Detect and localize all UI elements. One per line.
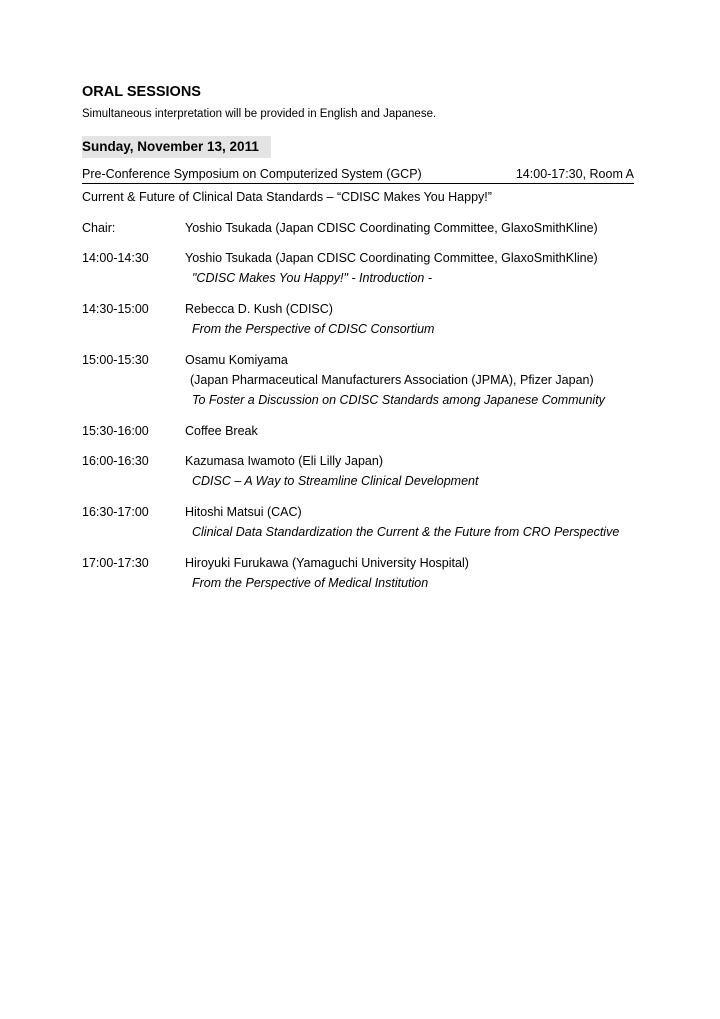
talk-title: To Foster a Discussion on CDISC Standards among Japanese Community xyxy=(192,393,605,407)
talk-time: 15:30-16:00 xyxy=(82,424,149,438)
symposium-subtitle: Current & Future of Clinical Data Standards – “CDISC Makes You Happy!” xyxy=(82,190,492,204)
symposium-header xyxy=(82,167,634,184)
section-title: ORAL SESSIONS xyxy=(82,84,201,100)
symposium-title: Pre-Conference Symposium on Computerized System (GCP) xyxy=(82,167,422,181)
talk-time: 14:30-15:00 xyxy=(82,302,149,316)
talk-time: 17:00-17:30 xyxy=(82,556,149,570)
break-label: Coffee Break xyxy=(185,424,258,438)
chair-label: Chair: xyxy=(82,221,116,235)
talk-title: "CDISC Makes You Happy!" - Introduction - xyxy=(192,271,432,285)
talk-speaker: Rebecca D. Kush (CDISC) xyxy=(185,302,333,316)
talk-speaker: Osamu Komiyama xyxy=(185,353,288,367)
talk-time: 16:30-17:00 xyxy=(82,505,149,519)
talk-affiliation: (Japan Pharmaceutical Manufacturers Association (JPMA), Pfizer Japan) xyxy=(190,373,594,387)
talk-time: 14:00-14:30 xyxy=(82,251,149,265)
talk-speaker: Kazumasa Iwamoto (Eli Lilly Japan) xyxy=(185,454,383,468)
chair-name: Yoshio Tsukada (Japan CDISC Coordinating Committee, GlaxoSmithKline) xyxy=(185,221,598,235)
talk-title: From the Perspective of Medical Institution xyxy=(192,576,429,590)
talk-speaker: Yoshio Tsukada (Japan CDISC Coordinating Committee, GlaxoSmithKline) xyxy=(185,251,598,265)
session-date: Sunday, November 13, 2011 xyxy=(82,139,259,154)
talk-title: CDISC – A Way to Streamline Clinical Development xyxy=(192,474,479,488)
talk-time: 16:00-16:30 xyxy=(82,454,149,468)
symposium-time-room: 14:00-17:30, Room A xyxy=(515,167,634,181)
talk-title: Clinical Data Standardization the Current & the Future from CRO Perspective xyxy=(192,525,620,539)
talk-title: From the Perspective of CDISC Consortium xyxy=(192,322,435,336)
talk-speaker: Hiroyuki Furukawa (Yamaguchi University Hospital) xyxy=(185,556,469,570)
talk-speaker: Hitoshi Matsui (CAC) xyxy=(185,505,302,519)
talk-time: 15:00-15:30 xyxy=(82,353,149,367)
interpretation-note: Simultaneous interpretation will be provided in English and Japanese. xyxy=(82,108,437,120)
